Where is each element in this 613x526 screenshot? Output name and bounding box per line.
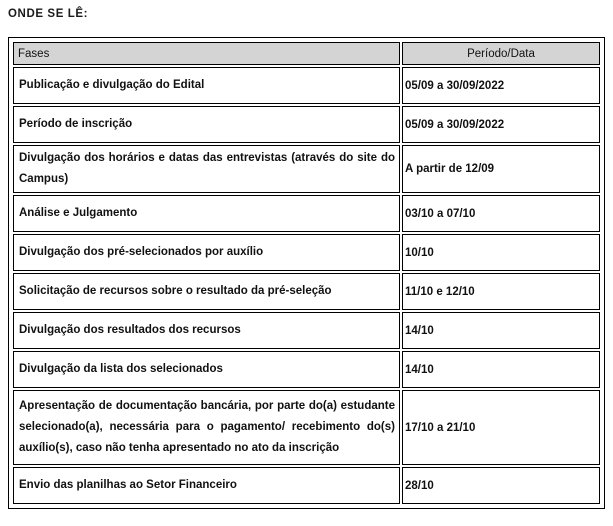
periodo-cell: 17/10 a 21/10 (402, 390, 600, 465)
column-header-periodo: Período/Data (402, 42, 600, 65)
fase-cell: Divulgação da lista dos selecionados (13, 351, 400, 388)
section-heading: ONDE SE LÊ: (8, 8, 89, 20)
table-row (13, 195, 600, 232)
periodo-cell: 05/09 a 30/09/2022 (402, 67, 600, 104)
periodo-cell: 14/10 (402, 351, 600, 388)
table-row (13, 234, 600, 271)
periodo-cell: 05/09 a 30/09/2022 (402, 106, 600, 143)
table-row (13, 106, 600, 143)
periodo-cell: 28/10 (402, 467, 600, 504)
fase-cell: Divulgação dos pré-selecionados por auxílio (13, 234, 400, 271)
fase-cell: Publicação e divulgação do Edital (13, 67, 400, 104)
column-header-fases: Fases (13, 42, 400, 65)
table-row (13, 351, 600, 388)
fase-cell: Divulgação dos resultados dos recursos (13, 312, 400, 349)
schedule-table-frame (8, 37, 605, 509)
periodo-cell: 14/10 (402, 312, 600, 349)
schedule-table (11, 40, 602, 506)
table-row (13, 467, 600, 504)
fase-cell: Divulgação dos horários e datas das entrevistas (através do site do Campus) (13, 145, 400, 193)
table-row (13, 273, 600, 310)
periodo-cell: 03/10 a 07/10 (402, 195, 600, 232)
table-row (13, 390, 600, 465)
periodo-cell: 11/10 e 12/10 (402, 273, 600, 310)
fase-cell: Solicitação de recursos sobre o resultado da pré-seleção (13, 273, 400, 310)
periodo-cell: A partir de 12/09 (402, 145, 600, 193)
fase-cell: Envio das planilhas ao Setor Financeiro (13, 467, 400, 504)
fase-cell: Apresentação de documentação bancária, por parte do(a) estudante selecionado(a), necessária para o pagamento/ recebimento do(s) auxílio(s), caso não tenha apresentado no ato da inscrição (13, 390, 400, 465)
fase-cell: Análise e Julgamento (13, 195, 400, 232)
table-row (13, 312, 600, 349)
table-row (13, 67, 600, 104)
fase-cell: Período de inscrição (13, 106, 400, 143)
table-row (13, 145, 600, 193)
periodo-cell: 10/10 (402, 234, 600, 271)
table-header-row (13, 42, 600, 65)
